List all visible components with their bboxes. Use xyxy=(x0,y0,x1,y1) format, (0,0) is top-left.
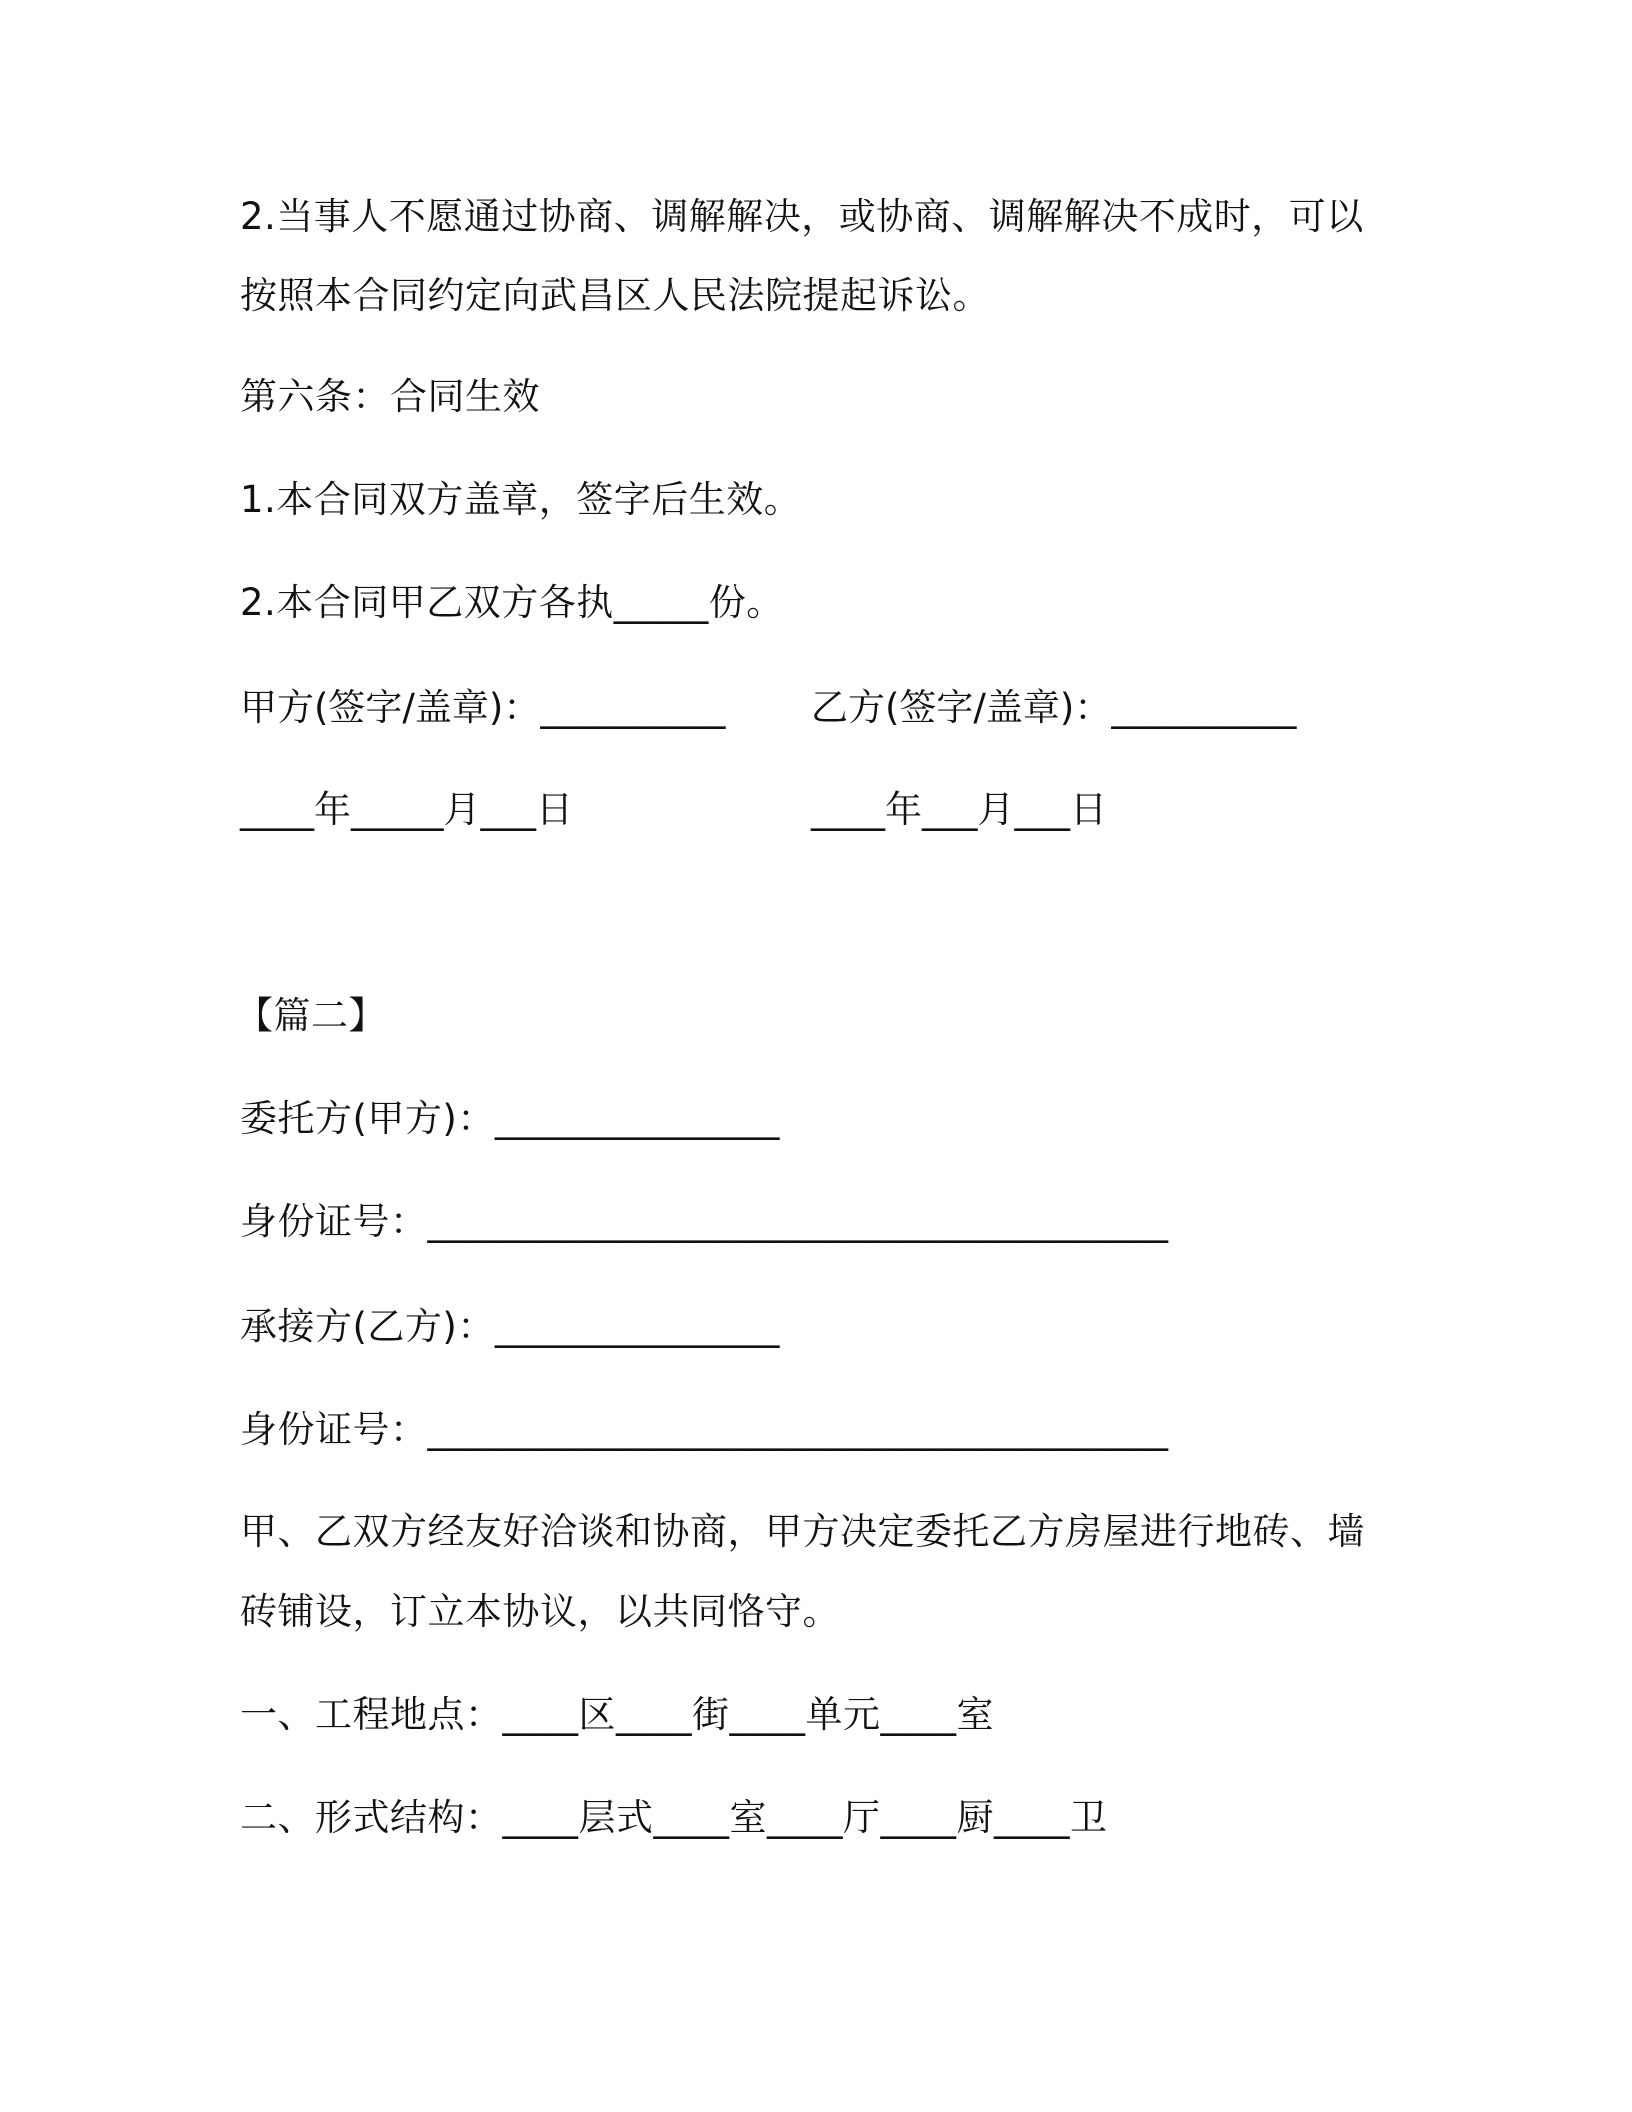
section-2-title: 【篇二】 xyxy=(236,994,386,1037)
client-party-a-line: 委托方(甲方)：_______________ xyxy=(240,1097,780,1140)
dispute-clause-line-1: 2.当事人不愿通过协商、调解解决，或协商、调解解决不成时，可以 xyxy=(240,195,1364,238)
party-a-date-line: ____年_____月___日 xyxy=(240,788,573,831)
agreement-line-2: 砖铺设，订立本协议，以共同恪守。 xyxy=(240,1590,840,1633)
client-id-number-line: 身份证号：_______________________________________ xyxy=(240,1200,1169,1243)
article-6-item-1: 1.本合同双方盖章，签字后生效。 xyxy=(240,478,802,521)
party-b-signature-line: 乙方(签字/盖章)：__________ xyxy=(811,686,1297,729)
agreement-line-1: 甲、乙双方经友好洽谈和协商，甲方决定委托乙方房屋进行地砖、墙 xyxy=(240,1510,1365,1553)
party-b-date-line: ____年___月___日 xyxy=(811,788,1107,831)
article-6-heading: 第六条：合同生效 xyxy=(240,375,540,418)
contractor-id-number-line: 身份证号：_______________________________________ xyxy=(240,1408,1169,1451)
house-structure-line: 二、形式结构：____层式____室____厅____厨____卫 xyxy=(240,1796,1108,1839)
contractor-party-b-line: 承接方(乙方)：_______________ xyxy=(240,1305,780,1348)
dispute-clause-line-2: 按照本合同约定向武昌区人民法院提起诉讼。 xyxy=(240,274,990,317)
article-6-item-2: 2.本合同甲乙双方各执_____份。 xyxy=(240,581,784,624)
party-a-signature-line: 甲方(签字/盖章)：__________ xyxy=(240,686,726,729)
project-location-line: 一、工程地点：____区____街____单元____室 xyxy=(240,1693,994,1736)
